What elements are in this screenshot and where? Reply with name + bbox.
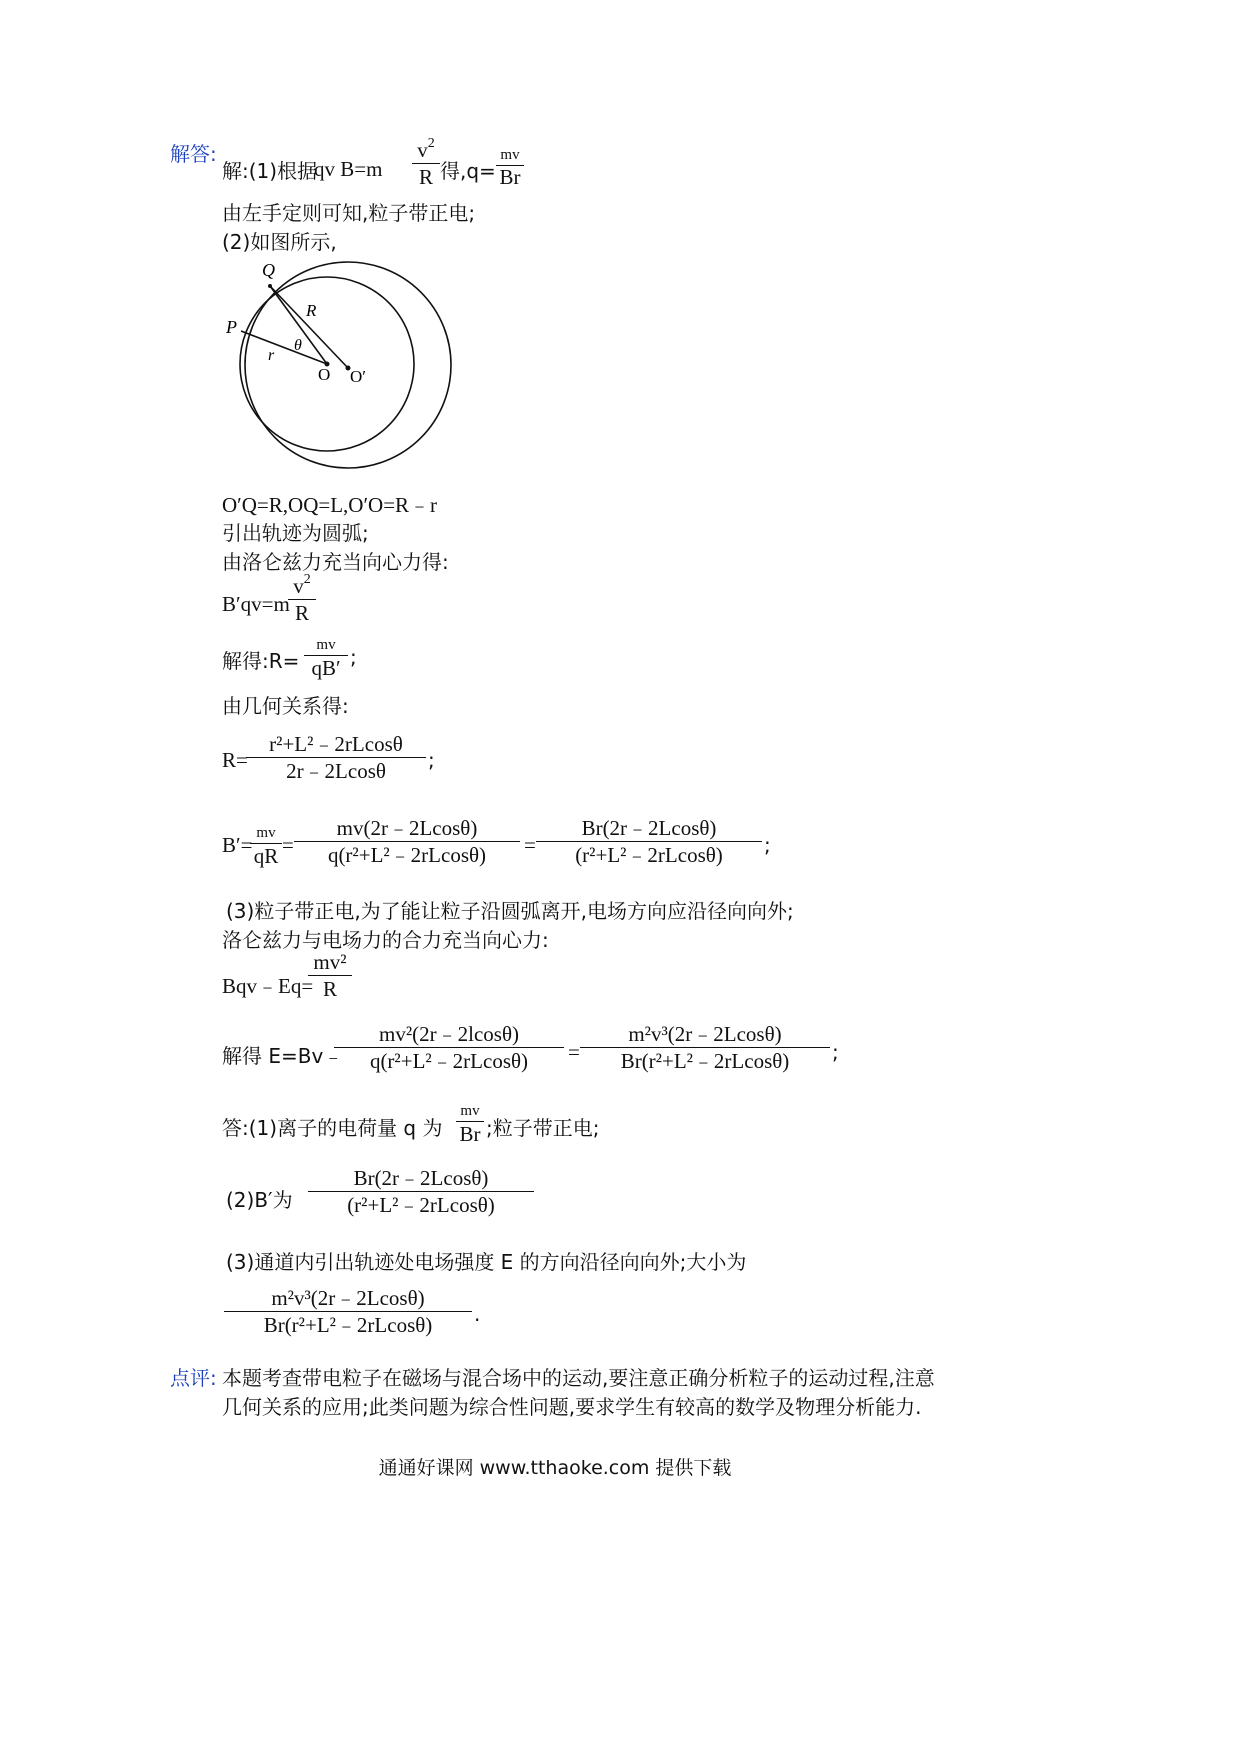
eq-R2-frac: r²+L²﹣2rLcosθ 2r﹣2Lcosθ xyxy=(246,732,426,783)
eq-E1-lhs: Bqv﹣Eq= xyxy=(222,974,314,998)
label-R: R xyxy=(306,301,317,320)
point-Q xyxy=(268,284,272,288)
answer3: (3)通道内引出轨迹处电场强度 E 的方向沿径向向外;大小为 xyxy=(226,1250,747,1274)
eq-E2-f2: m²v³(2r﹣2Lcosθ) Br(r²+L²﹣2rLcosθ) xyxy=(580,1022,830,1073)
answer1-frac: mv Br xyxy=(456,1102,484,1145)
eq-E1-frac: mv² R xyxy=(308,950,352,1001)
eq-R-prefix: 解得:R= xyxy=(222,649,300,673)
part1-q-frac: mv Br xyxy=(496,146,524,187)
eq-R-frac: mv qB′ xyxy=(304,636,348,679)
part1-prefix: 解:(1)根据 xyxy=(222,159,318,183)
eq-B-lhs: B′= xyxy=(222,833,253,857)
eq-E2-f1: mv²(2r﹣2lcosθ) q(r²+L²﹣2rLcosθ) xyxy=(334,1022,564,1073)
comment-label: 点评: xyxy=(170,1366,217,1390)
eq-R2-suffix: ; xyxy=(428,748,435,772)
eq-R-suffix: ; xyxy=(350,645,357,669)
line-geom: 由几何关系得: xyxy=(222,694,349,718)
frac-num: v xyxy=(417,138,428,162)
answer2-prefix: (2)B′为 xyxy=(226,1188,293,1212)
eq-B-eq2: = xyxy=(524,833,536,857)
line-QO2 xyxy=(270,286,348,368)
answer1-suffix: ;粒子带正电; xyxy=(486,1116,600,1140)
label-Q: Q xyxy=(262,260,275,280)
line-part3: (3)粒子带正电,为了能让粒子沿圆弧离开,电场方向应沿径向向外; xyxy=(226,899,794,923)
eq-B-f3: Br(2r﹣2Lcosθ) (r²+L²﹣2rLcosθ) xyxy=(536,816,762,867)
answer3-frac: m²v³(2r﹣2Lcosθ) Br(r²+L²﹣2rLcosθ) xyxy=(224,1286,472,1337)
label-P: P xyxy=(226,317,237,337)
part1-frac xyxy=(412,134,440,189)
eq-B-eq1: = xyxy=(282,833,294,857)
eq-R2-lhs: R= xyxy=(222,748,248,772)
line-arc: 引出轨迹为圆弧; xyxy=(222,521,369,545)
part1-mid: 得,q= xyxy=(440,159,496,183)
solution-label: 解答: xyxy=(170,142,217,166)
eq-B-suffix: ; xyxy=(764,833,771,857)
line-left-hand: 由左手定则可知,粒子带正电; xyxy=(222,201,476,225)
answer1-prefix: 答:(1)离子的电荷量 q 为 xyxy=(222,1116,443,1140)
label-O: O xyxy=(318,365,331,384)
eq-bqv-lhs: B′qv=m xyxy=(222,592,290,616)
part1-eq-lhs: qv B=m xyxy=(314,157,383,181)
comment-line1: 本题考查带电粒子在磁场与混合场中的运动,要注意正确分析粒子的运动过程,注意 xyxy=(222,1366,935,1390)
eq-bqv-frac: $v^2$ R xyxy=(288,570,316,625)
page-footer: 通通好课网 www.tthaoke.com 提供下载 xyxy=(378,1457,732,1479)
frac-den: R xyxy=(418,165,433,189)
circle-diagram xyxy=(226,256,460,482)
answer3-suffix: . xyxy=(474,1302,481,1326)
eq-B-f2: mv(2r﹣2Lcosθ) q(r²+L²﹣2rLcosθ) xyxy=(294,816,520,867)
label-r: r xyxy=(268,347,275,364)
eq-E2-suffix: ; xyxy=(832,1040,839,1064)
answer2-frac: Br(2r﹣2Lcosθ) (r²+L²﹣2rLcosθ) xyxy=(308,1166,534,1217)
line-combined: 洛仑兹力与电场力的合力充当向心力: xyxy=(222,928,549,952)
eq-B-f1: mv qR xyxy=(250,824,282,867)
comment-line2: 几何关系的应用;此类问题为综合性问题,要求学生有较高的数学及物理分析能力. xyxy=(222,1395,922,1419)
line-part2: (2)如图所示, xyxy=(222,230,337,254)
label-theta: θ xyxy=(294,337,302,354)
frac-sup: 2 xyxy=(427,136,435,151)
eq-E2-eq: = xyxy=(568,1040,580,1064)
relations: O′Q=R,OQ=L,O′O=R﹣r xyxy=(222,493,438,517)
eq-E2-prefix: 解得 E=Bv﹣ xyxy=(222,1044,344,1068)
label-O2: O′ xyxy=(350,367,366,386)
line-lorentz: 由洛仑兹力充当向心力得: xyxy=(222,550,449,574)
